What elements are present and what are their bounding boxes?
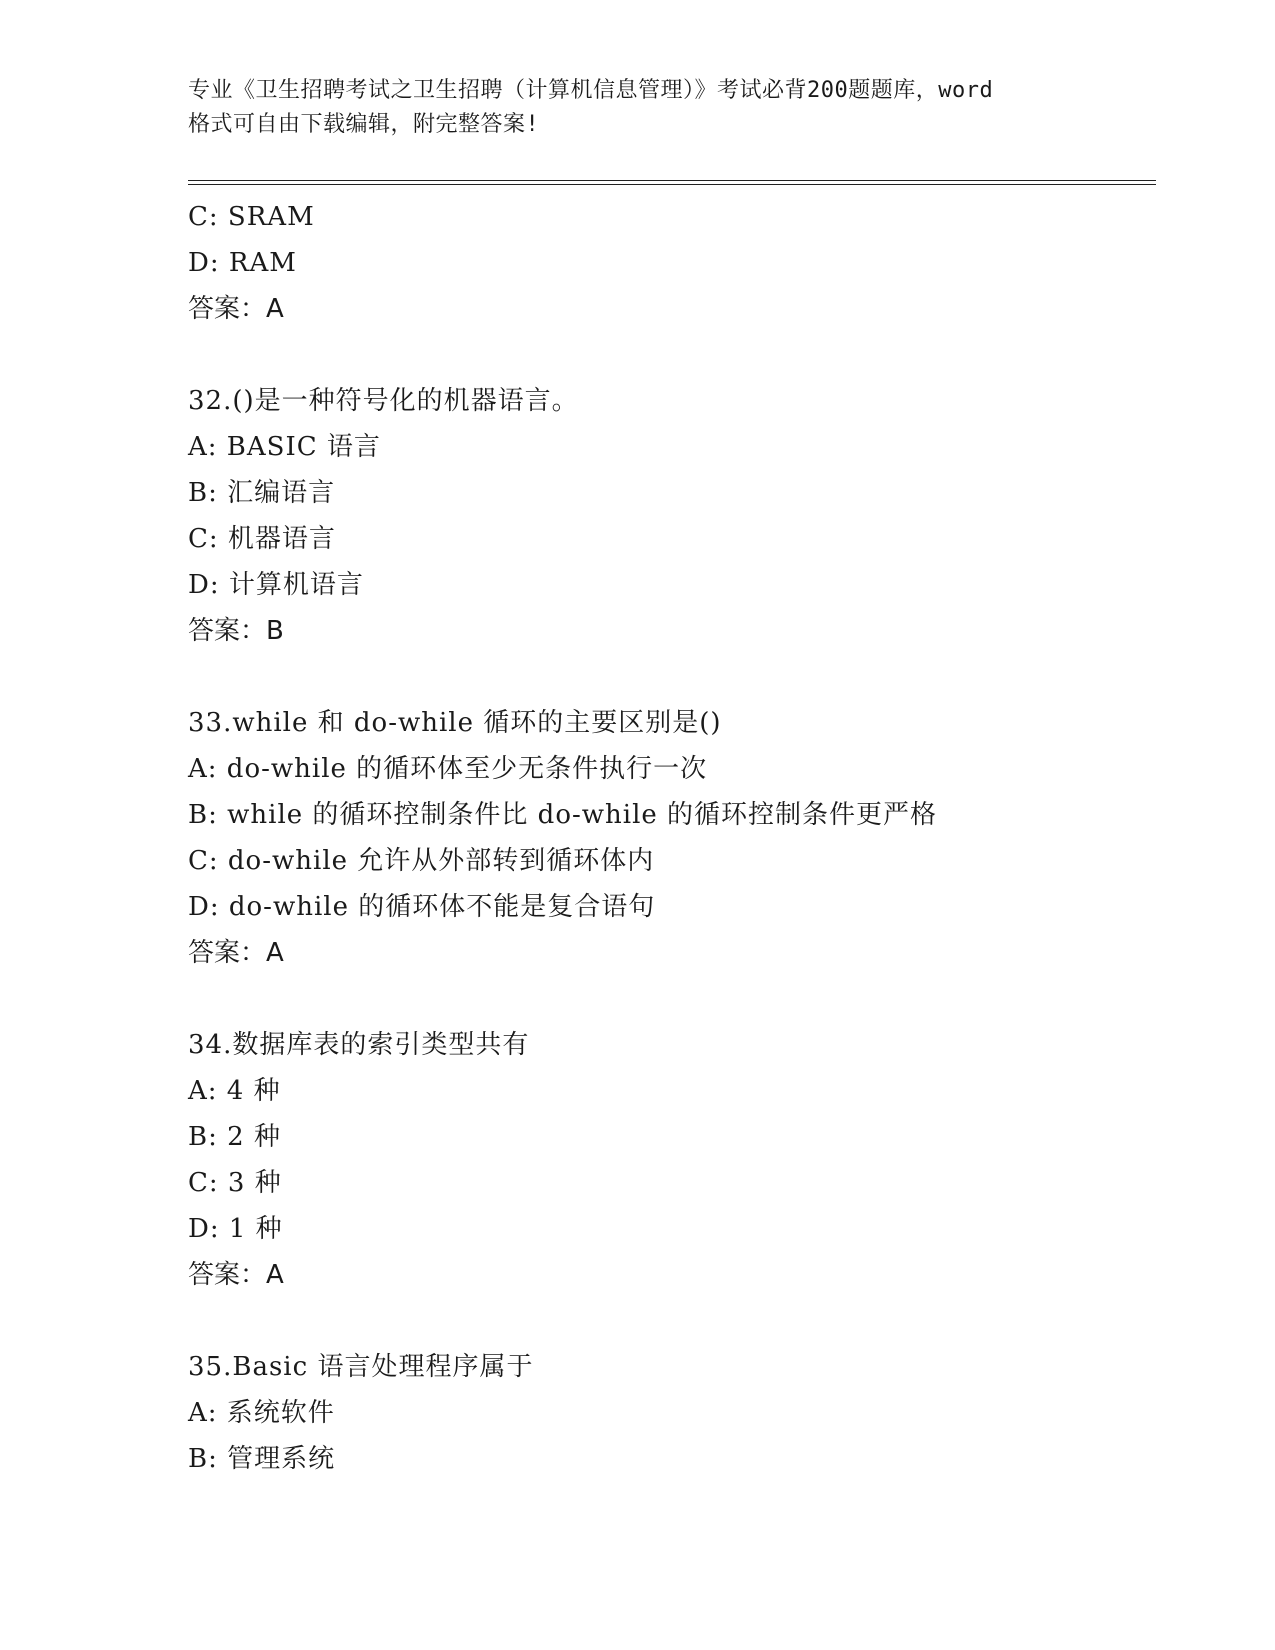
- option-c: C: 3 种: [188, 1168, 282, 1198]
- option-a: A: BASIC 语言: [188, 432, 381, 462]
- spacer: [188, 332, 1168, 378]
- option-d: D: RAM: [188, 248, 297, 278]
- question-35: [188, 1344, 1168, 1482]
- option-d: D: do-while 的循环体不能是复合语句: [188, 892, 656, 922]
- option-b: B: 汇编语言: [188, 478, 336, 508]
- question-list: [188, 194, 1168, 1482]
- answer-line: 答案：A: [188, 938, 284, 968]
- question-31-tail: [188, 194, 1168, 332]
- option-a: A: do-while 的循环体至少无条件执行一次: [188, 754, 708, 784]
- option-a: A: 4 种: [188, 1076, 281, 1106]
- option-d: D: 计算机语言: [188, 570, 364, 600]
- question-34: [188, 1022, 1168, 1298]
- option-d: D: 1 种: [188, 1214, 283, 1244]
- option-b: B: while 的循环控制条件比 do-while 的循环控制条件更严格: [188, 800, 938, 830]
- answer-line: 答案：A: [188, 1260, 284, 1290]
- question-stem: 32.()是一种符号化的机器语言。: [188, 386, 579, 416]
- spacer: [188, 1298, 1168, 1344]
- question-stem: 34.数据库表的索引类型共有: [188, 1030, 530, 1060]
- option-b: B: 管理系统: [188, 1444, 336, 1474]
- answer-line: 答案：A: [188, 294, 284, 324]
- question-stem: 35.Basic 语言处理程序属于: [188, 1352, 534, 1382]
- question-33: [188, 700, 1168, 976]
- question-stem: 33.while 和 do-while 循环的主要区别是(): [188, 708, 722, 738]
- option-c: C: 机器语言: [188, 524, 336, 554]
- option-a: A: 系统软件: [188, 1398, 335, 1428]
- option-c: C: do-while 允许从外部转到循环体内: [188, 846, 655, 876]
- header-line-2: 格式可自由下载编辑，附完整答案!: [188, 112, 540, 137]
- header-rule-bottom: [188, 184, 1156, 185]
- spacer: [188, 976, 1168, 1022]
- header-rule-top: [188, 180, 1156, 181]
- answer-line: 答案：B: [188, 616, 284, 646]
- option-b: B: 2 种: [188, 1122, 281, 1152]
- spacer: [188, 654, 1168, 700]
- question-32: [188, 378, 1168, 654]
- header-line-1: 专业《卫生招聘考试之卫生招聘（计算机信息管理）》考试必背200题题库，word: [188, 78, 994, 103]
- document-header: [188, 74, 1088, 142]
- option-c: C: SRAM: [188, 202, 315, 232]
